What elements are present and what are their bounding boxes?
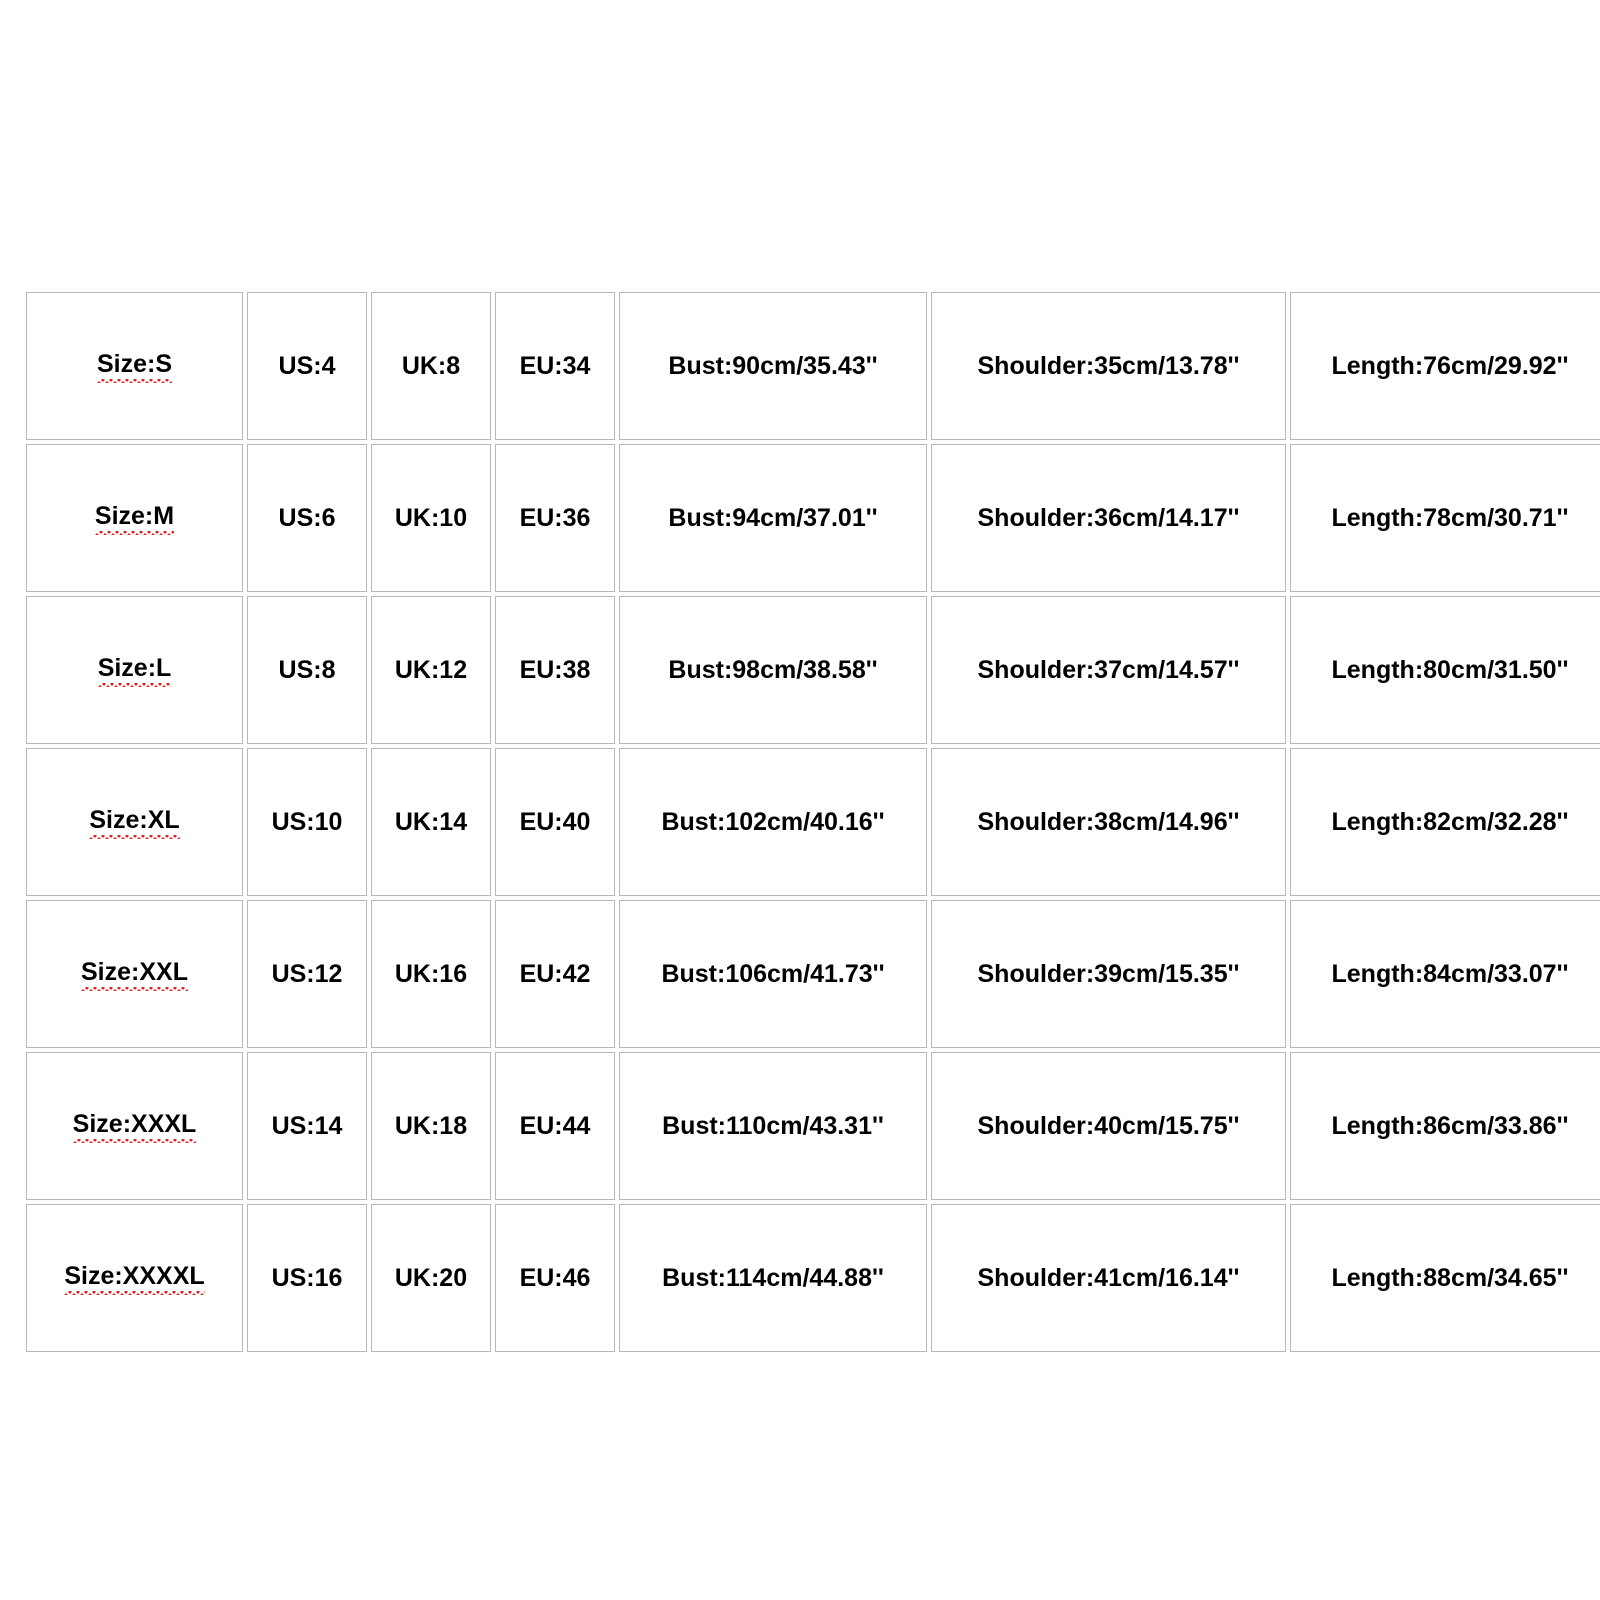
cell-eu: EU:36: [495, 444, 615, 592]
cell-length: Length:80cm/31.50'': [1290, 596, 1600, 744]
cell-eu: EU:44: [495, 1052, 615, 1200]
size-chart-table: [22, 288, 1600, 1356]
cell-size: [26, 1052, 243, 1200]
cell-bust: Bust:102cm/40.16'': [619, 748, 927, 896]
cell-uk: UK:10: [371, 444, 491, 592]
size-chart-body: [26, 292, 1600, 1352]
cell-size: [26, 444, 243, 592]
cell-size: [26, 1204, 243, 1352]
cell-bust: Bust:94cm/37.01'': [619, 444, 927, 592]
size-label: Size:L: [98, 654, 172, 686]
size-chart-sheet: [22, 288, 1569, 1356]
cell-length: Length:76cm/29.92'': [1290, 292, 1600, 440]
cell-uk: UK:16: [371, 900, 491, 1048]
table-row: [26, 1204, 1600, 1352]
cell-eu: EU:46: [495, 1204, 615, 1352]
cell-us: US:10: [247, 748, 367, 896]
cell-size: [26, 292, 243, 440]
table-row: [26, 292, 1600, 440]
cell-length: Length:82cm/32.28'': [1290, 748, 1600, 896]
cell-bust: Bust:106cm/41.73'': [619, 900, 927, 1048]
cell-bust: Bust:114cm/44.88'': [619, 1204, 927, 1352]
cell-us: US:14: [247, 1052, 367, 1200]
cell-us: US:12: [247, 900, 367, 1048]
cell-length: Length:84cm/33.07'': [1290, 900, 1600, 1048]
cell-shoulder: Shoulder:36cm/14.17'': [931, 444, 1286, 592]
cell-uk: UK:12: [371, 596, 491, 744]
cell-eu: EU:42: [495, 900, 615, 1048]
size-label: Size:M: [95, 502, 174, 534]
table-row: [26, 900, 1600, 1048]
cell-us: US:4: [247, 292, 367, 440]
cell-uk: UK:18: [371, 1052, 491, 1200]
cell-size: [26, 900, 243, 1048]
cell-size: [26, 748, 243, 896]
cell-us: US:8: [247, 596, 367, 744]
table-row: [26, 748, 1600, 896]
cell-shoulder: Shoulder:39cm/15.35'': [931, 900, 1286, 1048]
size-label: Size:XL: [89, 806, 179, 838]
cell-length: Length:88cm/34.65'': [1290, 1204, 1600, 1352]
cell-shoulder: Shoulder:35cm/13.78'': [931, 292, 1286, 440]
cell-bust: Bust:98cm/38.58'': [619, 596, 927, 744]
size-label: Size:XXL: [81, 958, 188, 990]
cell-length: Length:86cm/33.86'': [1290, 1052, 1600, 1200]
cell-us: US:6: [247, 444, 367, 592]
cell-shoulder: Shoulder:37cm/14.57'': [931, 596, 1286, 744]
table-row: [26, 596, 1600, 744]
cell-shoulder: Shoulder:40cm/15.75'': [931, 1052, 1286, 1200]
cell-eu: EU:40: [495, 748, 615, 896]
cell-eu: EU:34: [495, 292, 615, 440]
cell-size: [26, 596, 243, 744]
cell-uk: UK:14: [371, 748, 491, 896]
cell-shoulder: Shoulder:38cm/14.96'': [931, 748, 1286, 896]
table-row: [26, 1052, 1600, 1200]
cell-uk: UK:20: [371, 1204, 491, 1352]
cell-uk: UK:8: [371, 292, 491, 440]
size-label: Size:S: [97, 350, 172, 382]
cell-bust: Bust:90cm/35.43'': [619, 292, 927, 440]
cell-eu: EU:38: [495, 596, 615, 744]
size-label: Size:XXXXL: [64, 1262, 204, 1294]
cell-length: Length:78cm/30.71'': [1290, 444, 1600, 592]
cell-us: US:16: [247, 1204, 367, 1352]
cell-shoulder: Shoulder:41cm/16.14'': [931, 1204, 1286, 1352]
size-label: Size:XXXL: [73, 1110, 197, 1142]
table-row: [26, 444, 1600, 592]
cell-bust: Bust:110cm/43.31'': [619, 1052, 927, 1200]
